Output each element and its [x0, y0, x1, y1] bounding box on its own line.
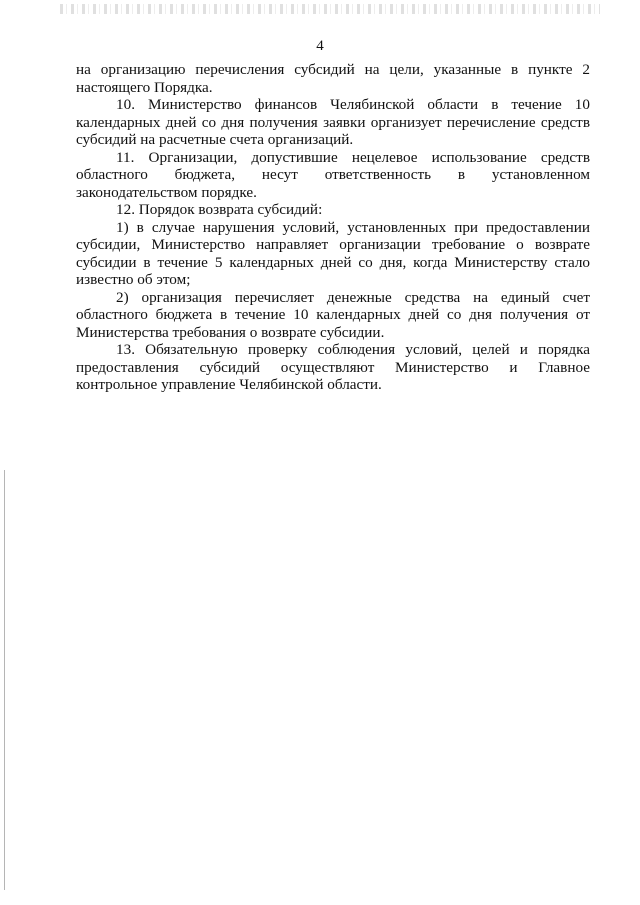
document-body	[76, 61, 590, 394]
paragraph-10: 10. Министерство финансов Челябинской области в течение 10 календарных дней со дня получения заявки организует перечисление средств субсидий на расчетные счета организаций.	[76, 96, 590, 148]
scan-edge-artifact	[4, 470, 5, 890]
paragraph-12: 12. Порядок возврата субсидий:	[116, 201, 323, 218]
scan-header-artifact	[60, 4, 600, 14]
paragraph-12-item-2: 2) организация перечисляет денежные средства на единый счет областного бюджета в течение 10 календарных дней со дня получения от Министерства требования о возврате субсидии.	[76, 288, 590, 341]
page-number: 4	[316, 38, 324, 54]
paragraph-13: 13. Обязательную проверку соблюдения условий, целей и порядка предоставления субсидий осуществляют Министерство и Главное контрольное управление Челябинской области.	[76, 341, 590, 393]
paragraph-12-item-1: 1) в случае нарушения условий, установленных при предоставлении субсидии, Министерство направляет организации требование о возврате субсидии в течение 5 календарных дней со дня, когда Министерству стало известно об этом;	[76, 218, 590, 288]
paragraph-11: 11. Организации, допустившие нецелевое использование средств областного бюджета, несут ответственность в установленном законодательством порядке.	[76, 148, 590, 201]
paragraph-continuation: на организацию перечисления субсидий на цели, указанные в пункте 2 настоящего Порядка.	[76, 61, 590, 96]
